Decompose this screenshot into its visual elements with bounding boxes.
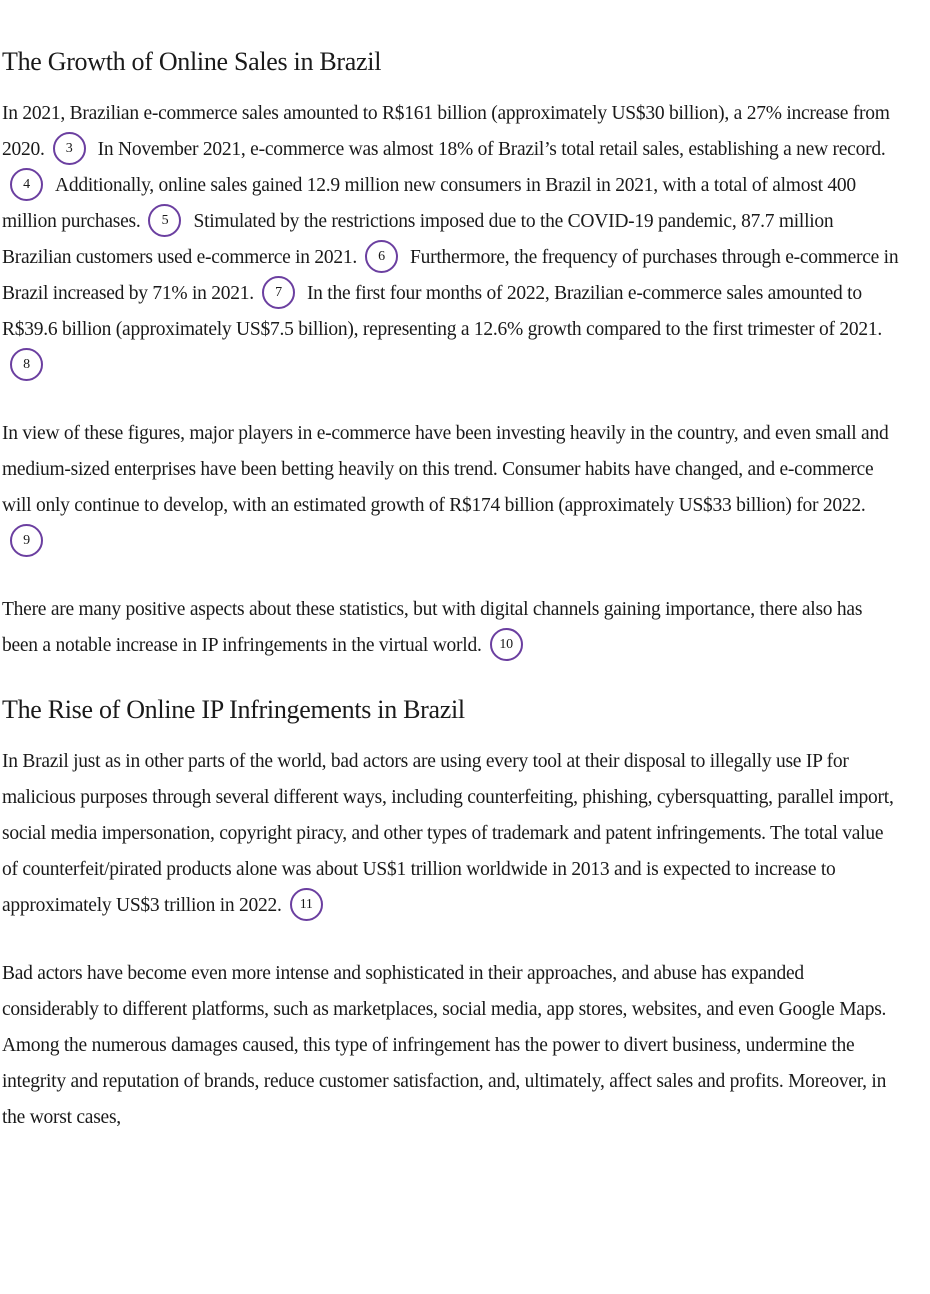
sentence: There are many positive aspects about these statistics, but with digital channels gaining importance, there also has been a notable increase in IP infringements in the virtual world. — [2, 599, 863, 656]
paragraph-bad-actors-tools — [2, 744, 902, 924]
paragraph-online-sales-figures — [2, 96, 902, 384]
section-heading-online-sales: The Growth of Online Sales in Brazil — [2, 47, 382, 76]
sentence: Furthermore, the frequency of purchases through e-commerce in Brazil increased by 71% in 2021. — [2, 247, 899, 304]
footnote-link-9[interactable]: 9 — [10, 524, 43, 557]
paragraph-ip-increase — [2, 592, 902, 664]
footnote-link-8[interactable]: 8 — [10, 348, 43, 381]
sentence: Additionally, online sales gained 12.9 million new consumers in Brazil in 2021, with a total of almost 400 million purchases. — [2, 175, 856, 232]
footnote-link-11[interactable]: 11 — [290, 888, 323, 921]
footnote-link-3[interactable]: 3 — [53, 132, 86, 165]
sentence: In view of these figures, major players in e-commerce have been investing heavily in the country, and even small and medium-sized enterprises have been betting heavily on this trend. Consumer habits have changed, and e-commerce will only continue to develop, with an estimated growth of R$174 billion (approximately US$33 billion) for 2022. — [2, 423, 889, 516]
footnote-link-7[interactable]: 7 — [262, 276, 295, 309]
footnote-link-4[interactable]: 4 — [10, 168, 43, 201]
sentence: In 2021, Brazilian e-commerce sales amounted to R$161 billion (approximately US$30 billion), a 27% increase from 2020. — [2, 103, 890, 160]
footnote-link-6[interactable]: 6 — [365, 240, 398, 273]
footnote-link-5[interactable]: 5 — [148, 204, 181, 237]
paragraph-bad-actors-platforms — [2, 956, 902, 1136]
article-body — [2, 38, 902, 1136]
footnote-link-10[interactable]: 10 — [490, 628, 523, 661]
sentence: Stimulated by the restrictions imposed due to the COVID-19 pandemic, 87.7 million Brazilian customers used e-commerce in 2021. — [2, 211, 834, 268]
section-heading-ip-infringements: The Rise of Online IP Infringements in Brazil — [2, 695, 465, 724]
sentence: In November 2021, e-commerce was almost 18% of Brazil’s total retail sales, establishing a new record. — [97, 139, 886, 160]
sentence: In the first four months of 2022, Brazilian e-commerce sales amounted to R$39.6 billion (approximately US$7.5 billion), representing a 12.6% growth compared to the first trimester of 2021. — [2, 283, 882, 340]
sentence: Bad actors have become even more intense and sophisticated in their approaches, and abuse has expanded considerably to different platforms, such as marketplaces, social media, app stores, websites, and even Google Maps. Among the numerous damages caused, this type of infringement has the power to divert business, undermine the integrity and reputation of brands, reduce customer satisfaction, and, ultimately, affect sales and profits. Moreover, in the worst cases, — [2, 963, 887, 1128]
sentence: In Brazil just as in other parts of the world, bad actors are using every tool at their disposal to illegally use IP for malicious purposes through several different ways, including counterfeiting, phishing, cybersquatting, parallel import, social media impersonation, copyright piracy, and other types of trademark and patent infringements. The total value of counterfeit/pirated products alone was about US$1 trillion worldwide in 2013 and is expected to increase to approximately US$3 trillion in 2022. — [2, 751, 894, 916]
paragraph-investment — [2, 416, 902, 560]
